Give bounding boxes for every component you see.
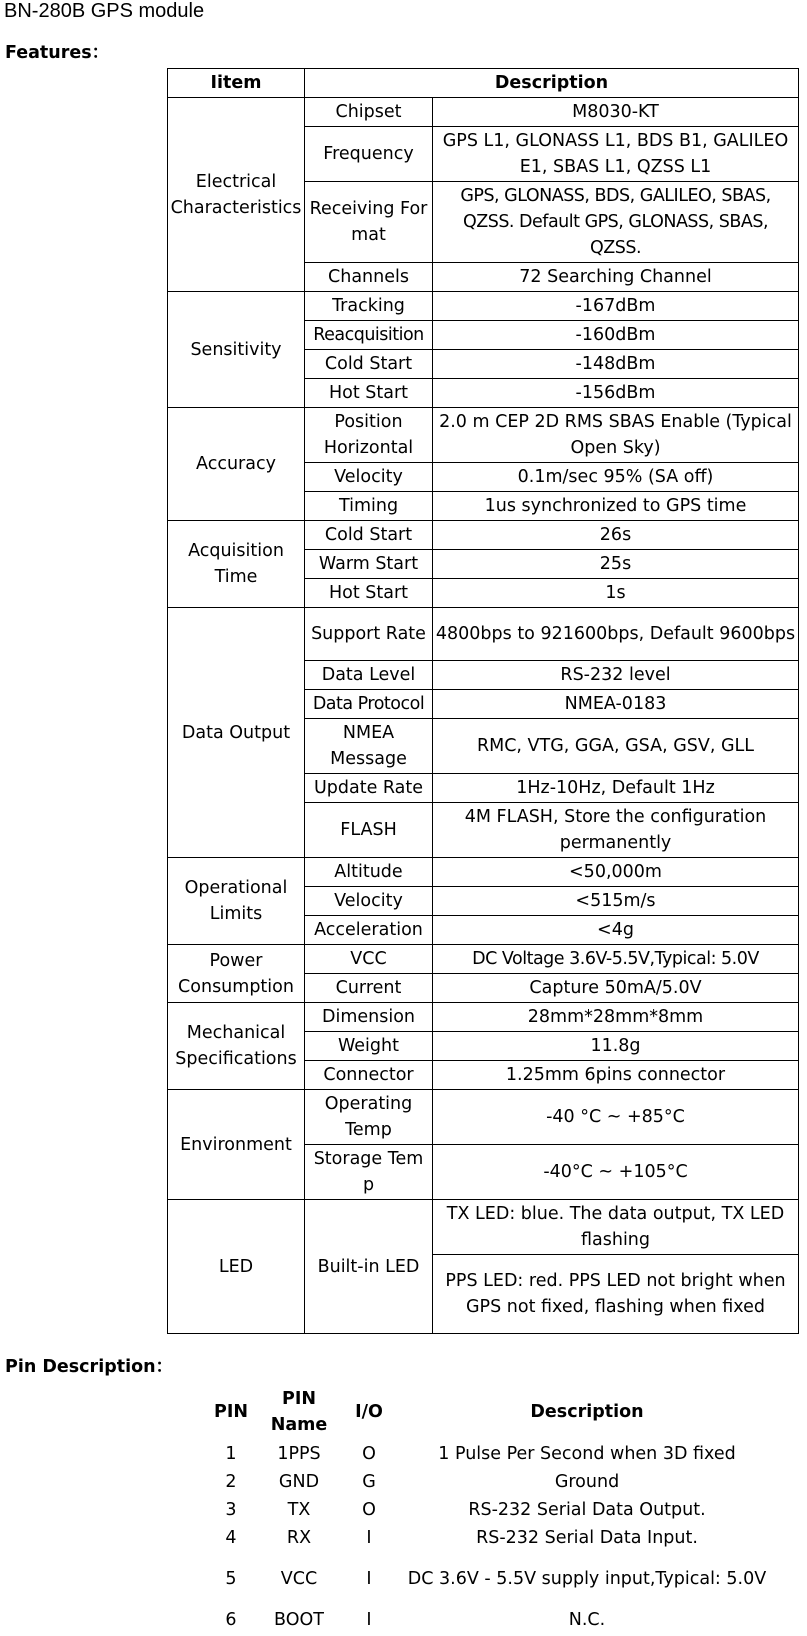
pin-io: O (362, 1444, 376, 1464)
item-name: Cold Start (305, 350, 433, 379)
table-row (202, 1606, 774, 1634)
item-name: Operating Temp (305, 1090, 433, 1145)
item-name: Update Rate (305, 774, 433, 803)
item-name: Channels (305, 263, 433, 292)
pin-io: I (366, 1569, 372, 1589)
item-value: 1us synchronized to GPS time (433, 492, 799, 521)
pin-number: 2 (225, 1472, 237, 1492)
item-name: Dimension (305, 1003, 433, 1032)
pin-table (202, 1384, 774, 1634)
table-row (168, 292, 799, 321)
header-pin-description: Description (530, 1402, 644, 1422)
item-value: -167dBm (433, 292, 799, 321)
item-value: <515m/s (433, 887, 799, 916)
item-value: -40 °C ~ +85°C (433, 1090, 799, 1145)
category-cell: Sensitivity (168, 292, 305, 408)
pin-description: RS-232 Serial Data Output. (468, 1500, 706, 1520)
pin-io: I (366, 1528, 372, 1548)
table-row (202, 1524, 774, 1552)
item-value: <50,000m (433, 858, 799, 887)
item-value: Capture 50mA/5.0V (433, 974, 799, 1003)
item-name: Warm Start (305, 550, 433, 579)
item-name: FLASH (305, 803, 433, 858)
pin-number: 4 (225, 1528, 237, 1548)
table-row (168, 858, 799, 887)
pin-description: Ground (554, 1472, 620, 1492)
table-row (168, 98, 799, 127)
pin-number: 5 (225, 1569, 237, 1589)
table-row (168, 408, 799, 463)
category-cell: Mechanical Specifications (168, 1003, 305, 1090)
item-value: DC Voltage 3.6V-5.5V,Typical: 5.0V (433, 945, 799, 974)
category-cell: Electrical Characteristics (168, 98, 305, 292)
header-pin: PIN (214, 1402, 248, 1422)
pin-io: I (366, 1610, 372, 1630)
item-name: Data Protocol (305, 690, 433, 719)
item-value: M8030-KT (433, 98, 799, 127)
table-row (168, 1003, 799, 1032)
item-name: Weight (305, 1032, 433, 1061)
pin-description: RS-232 Serial Data Input. (476, 1528, 698, 1548)
pin-header-row (202, 1384, 774, 1440)
item-value: -156dBm (433, 379, 799, 408)
item-name: Acceleration (305, 916, 433, 945)
category-cell: LED (168, 1200, 305, 1334)
table-row (168, 1090, 799, 1145)
pin-description: N.C. (568, 1610, 606, 1630)
item-value: NMEA-0183 (433, 690, 799, 719)
pin-description: DC 3.6V - 5.5V supply input,Typical: 5.0V (407, 1569, 767, 1589)
item-value: <4g (433, 916, 799, 945)
item-value: -148dBm (433, 350, 799, 379)
item-name: Data Level (305, 661, 433, 690)
item-value: PPS LED: red. PPS LED not bright when GPS not fixed, flashing when fixed (433, 1255, 799, 1334)
item-name: Altitude (305, 858, 433, 887)
features-heading: Features： (5, 43, 110, 63)
item-value: RMC, VTG, GGA, GSA, GSV, GLL (433, 719, 799, 774)
table-row (202, 1440, 774, 1468)
item-value: 0.1m/sec 95% (SA off) (433, 463, 799, 492)
item-name: Tracking (305, 292, 433, 321)
header-description: Description (305, 69, 799, 98)
page-title: BN-280B GPS module (4, 0, 205, 22)
item-name: Velocity (305, 887, 433, 916)
item-name: NMEA Message (305, 719, 433, 774)
item-value: 26s (433, 521, 799, 550)
header-item: Iitem (168, 69, 305, 98)
item-name: Velocity (305, 463, 433, 492)
item-name: Connector (305, 1061, 433, 1090)
item-name: Chipset (305, 98, 433, 127)
item-value: 25s (433, 550, 799, 579)
item-name: Storage Tem p (305, 1145, 433, 1200)
features-table (167, 68, 799, 1334)
item-value: 1Hz-10Hz, Default 1Hz (433, 774, 799, 803)
item-name: Position Horizontal (305, 408, 433, 463)
item-value: TX LED: blue. The data output, TX LED flashing (433, 1200, 799, 1255)
item-name: Frequency (305, 127, 433, 182)
item-value: 11.8g (433, 1032, 799, 1061)
item-name: Timing (305, 492, 433, 521)
table-row (168, 1200, 799, 1255)
features-header-row (168, 69, 799, 98)
pin-number: 3 (225, 1500, 237, 1520)
header-pin-name: PIN Name (270, 1389, 328, 1435)
pin-io: G (362, 1472, 376, 1492)
item-name: Built-in LED (305, 1200, 433, 1334)
item-value: GPS, GLONASS, BDS, GALILEO, SBAS, QZSS. Default GPS, GLONASS, SBAS, QZSS. (433, 182, 799, 263)
item-name: Support Rate (305, 608, 433, 661)
category-cell: Environment (168, 1090, 305, 1200)
item-value: RS-232 level (433, 661, 799, 690)
category-cell: Data Output (168, 608, 305, 858)
pin-name: GND (278, 1472, 320, 1492)
header-io: I/O (355, 1402, 383, 1422)
table-row (202, 1552, 774, 1606)
item-value: 4M FLASH, Store the configuration permanently (433, 803, 799, 858)
item-name: Current (305, 974, 433, 1003)
table-row (202, 1496, 774, 1524)
item-name: Hot Start (305, 379, 433, 408)
table-row (168, 608, 799, 661)
item-value: GPS L1, GLONASS L1, BDS B1, GALILEO E1, SBAS L1, QZSS L1 (433, 127, 799, 182)
item-name: Cold Start (305, 521, 433, 550)
category-cell: Acquisition Time (168, 521, 305, 608)
item-value: 1s (433, 579, 799, 608)
pin-number: 6 (225, 1610, 237, 1630)
table-row (168, 945, 799, 974)
item-name: Receiving For mat (305, 182, 433, 263)
pin-description-heading: Pin Description： (5, 1357, 174, 1377)
pin-description: 1 Pulse Per Second when 3D fixed (438, 1444, 736, 1464)
pin-name: RX (286, 1528, 312, 1548)
category-cell: Power Consumption (168, 945, 305, 1003)
item-name: Hot Start (305, 579, 433, 608)
item-value: 2.0 m CEP 2D RMS SBAS Enable (Typical Open Sky) (433, 408, 799, 463)
item-name: Reacquisition (305, 321, 433, 350)
pin-name: 1PPS (277, 1444, 321, 1464)
pin-name: VCC (280, 1569, 318, 1589)
item-value: 28mm*28mm*8mm (433, 1003, 799, 1032)
table-row (168, 521, 799, 550)
item-value: -40°C ~ +105°C (433, 1145, 799, 1200)
item-value: 4800bps to 921600bps, Default 9600bps (433, 608, 799, 661)
item-value: -160dBm (433, 321, 799, 350)
pin-name: BOOT (274, 1610, 324, 1630)
pin-number: 1 (225, 1444, 237, 1464)
pin-io: O (362, 1500, 376, 1520)
category-cell: Accuracy (168, 408, 305, 521)
item-value: 1.25mm 6pins connector (433, 1061, 799, 1090)
table-row (202, 1468, 774, 1496)
category-cell: Operational Limits (168, 858, 305, 945)
pin-name: TX (287, 1500, 311, 1520)
item-value: 72 Searching Channel (433, 263, 799, 292)
item-name: VCC (305, 945, 433, 974)
